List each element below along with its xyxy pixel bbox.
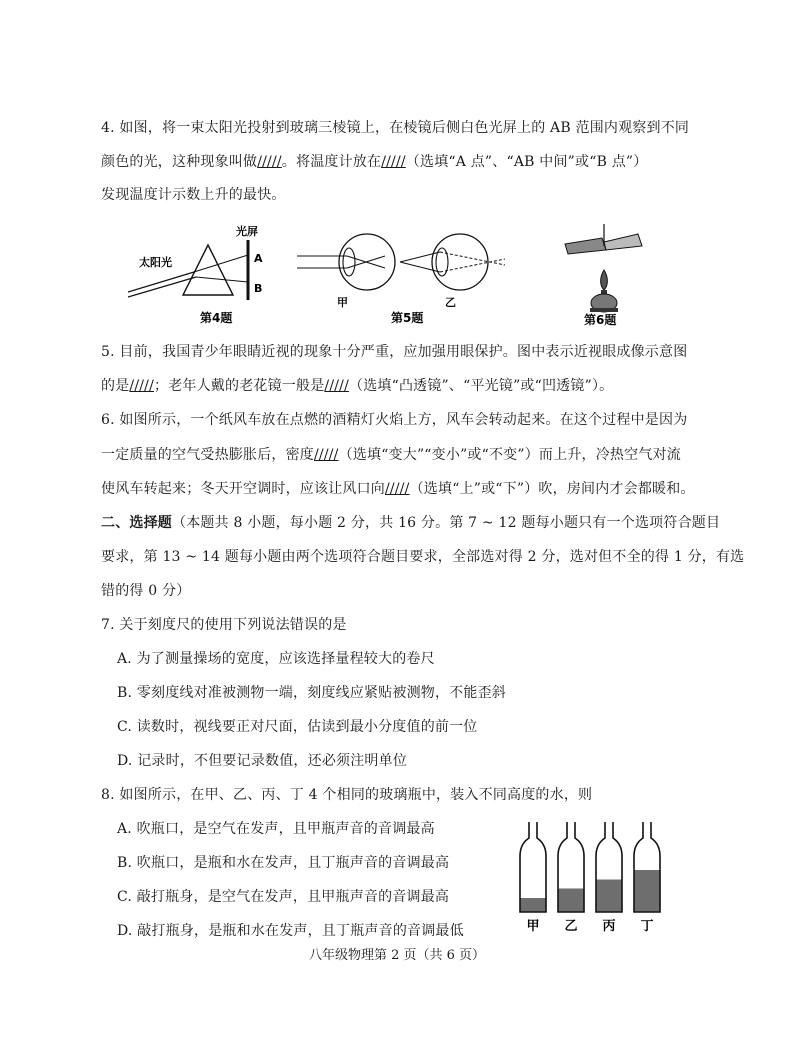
prism-figure [128, 220, 278, 330]
bottle-label: 乙 [564, 919, 578, 934]
water-level [520, 898, 546, 912]
fig4-caption: 第4题 [200, 311, 233, 325]
q5-line-1: 5. 目前，我国青少年眼睛近视的现象十分严重，应加强用眼保护。图中表示近视眼成像示意图 [101, 344, 688, 360]
answer-blank[interactable]: ///// [381, 154, 406, 170]
q6-line-3: 使风车转起来；冬天开空调时，应该让风口向/////（选填“上”或“下”）吹，房间内才会都暖和。 [101, 481, 695, 497]
q8-option-c[interactable]: C. 敲打瓶身，是空气在发声，且甲瓶声音的音调最高 [117, 889, 450, 905]
q8-option-b[interactable]: B. 吹瓶口，是瓶和水在发声，且丁瓶声音的音调最高 [117, 855, 450, 871]
refracted-ray [196, 277, 248, 282]
water-level [634, 870, 660, 912]
eye-yi [432, 234, 488, 290]
pinwheel-lamp-figure [560, 220, 650, 328]
answer-blank[interactable]: ///// [257, 154, 282, 170]
pinwheel-blade [565, 238, 606, 254]
bottle-label: 甲 [526, 919, 540, 934]
q4-line-2: 颜色的光，这种现象叫做/////。将温度计放在/////（选填“A 点”、“AB 中间”或“B 点”） [101, 154, 648, 170]
screen-label: 光屏 [236, 225, 258, 238]
point-a-label: A [254, 252, 263, 265]
q6-line-2: 一定质量的空气受热膨胀后，密度/////（选填“变大”“变小”或“不变”）而上升，冷热空气对流 [101, 447, 681, 463]
q4-line-3: 发现温度计示数上升的最快。 [101, 187, 286, 203]
bottle-label: 丁 [640, 919, 654, 934]
answer-blank[interactable]: ///// [314, 447, 339, 463]
fig6-caption: 第6题 [584, 313, 617, 327]
bottles-figure [515, 818, 670, 936]
answer-blank[interactable]: ///// [129, 378, 154, 394]
section2-line-1: 二、选择题（本题共 8 小题，每小题 2 分，共 16 分。第 7 ~ 12 题每小题只有一个选项符合题目 [101, 515, 721, 531]
prism-shape [183, 245, 233, 295]
q7-option-b[interactable]: B. 零刻度线对准被测物一端，刻度线应紧贴被测物，不能歪斜 [117, 685, 506, 701]
flame [601, 270, 608, 290]
q6-line-1: 6. 如图所示，一个纸风车放在点燃的酒精灯火焰上方，风车会转动起来。在这个过程中是因为 [101, 412, 688, 428]
bottle-2 [558, 822, 584, 934]
bottle-1 [520, 822, 546, 934]
q7-option-c[interactable]: C. 读数时，视线要正对尺面，估读到最小分度值的前一位 [117, 719, 478, 735]
bottle-3 [596, 822, 622, 934]
water-level [558, 888, 584, 912]
sun-label: 太阳光 [139, 256, 172, 269]
q4-line-1: 4. 如图，将一束太阳光投射到玻璃三棱镜上，在棱镜后侧白色光屏上的 AB 范围内观察到不同 [101, 120, 690, 136]
q5-line-2: 的是/////；老年人戴的老花镜一般是/////（选填“凸透镜”、“平光镜”或“凹透镜”）。 [101, 378, 614, 394]
water-level [596, 880, 622, 912]
sunlight-ray [128, 277, 196, 297]
eye-figure [295, 228, 525, 328]
section-title: 二、选择题 [101, 515, 172, 531]
label-jia: 甲 [337, 296, 348, 309]
q7-option-a[interactable]: A. 为了测量操场的宽度，应该选择量程较大的卷尺 [117, 651, 435, 667]
q8-option-a[interactable]: A. 吹瓶口，是空气在发声，且甲瓶声音的音调最高 [117, 821, 435, 837]
sunlight-ray [128, 272, 194, 292]
pinwheel-blade [604, 234, 642, 250]
point-b-label: B [254, 282, 263, 295]
bottle-label: 丙 [602, 919, 616, 934]
bottle-4 [634, 822, 660, 934]
q8-stem: 8. 如图所示，在甲、乙、丙、丁 4 个相同的玻璃瓶中，装入不同高度的水，则 [101, 787, 593, 803]
section2-line-3: 错的得 0 分） [101, 583, 191, 599]
q7-stem: 7. 关于刻度尺的使用下列说法错误的是 [101, 617, 347, 633]
label-yi: 乙 [445, 296, 456, 309]
answer-blank[interactable]: ///// [385, 481, 410, 497]
answer-blank[interactable]: ///// [324, 378, 349, 394]
fig5-caption: 第5题 [391, 311, 424, 325]
lens-jia [343, 248, 355, 276]
page-footer: 八年级物理第 2 页（共 6 页） [308, 948, 486, 963]
q8-option-d[interactable]: D. 敲打瓶身，是瓶和水在发声，且丁瓶声音的音调最低 [117, 923, 464, 939]
section2-line-2: 要求，第 13 ~ 14 题每小题由两个选项符合题目要求，全部选对得 2 分，选对但不全的得 1 分，有选 [101, 549, 745, 565]
q7-option-d[interactable]: D. 记录时，不但要记录数值，还必须注明单位 [117, 753, 408, 769]
